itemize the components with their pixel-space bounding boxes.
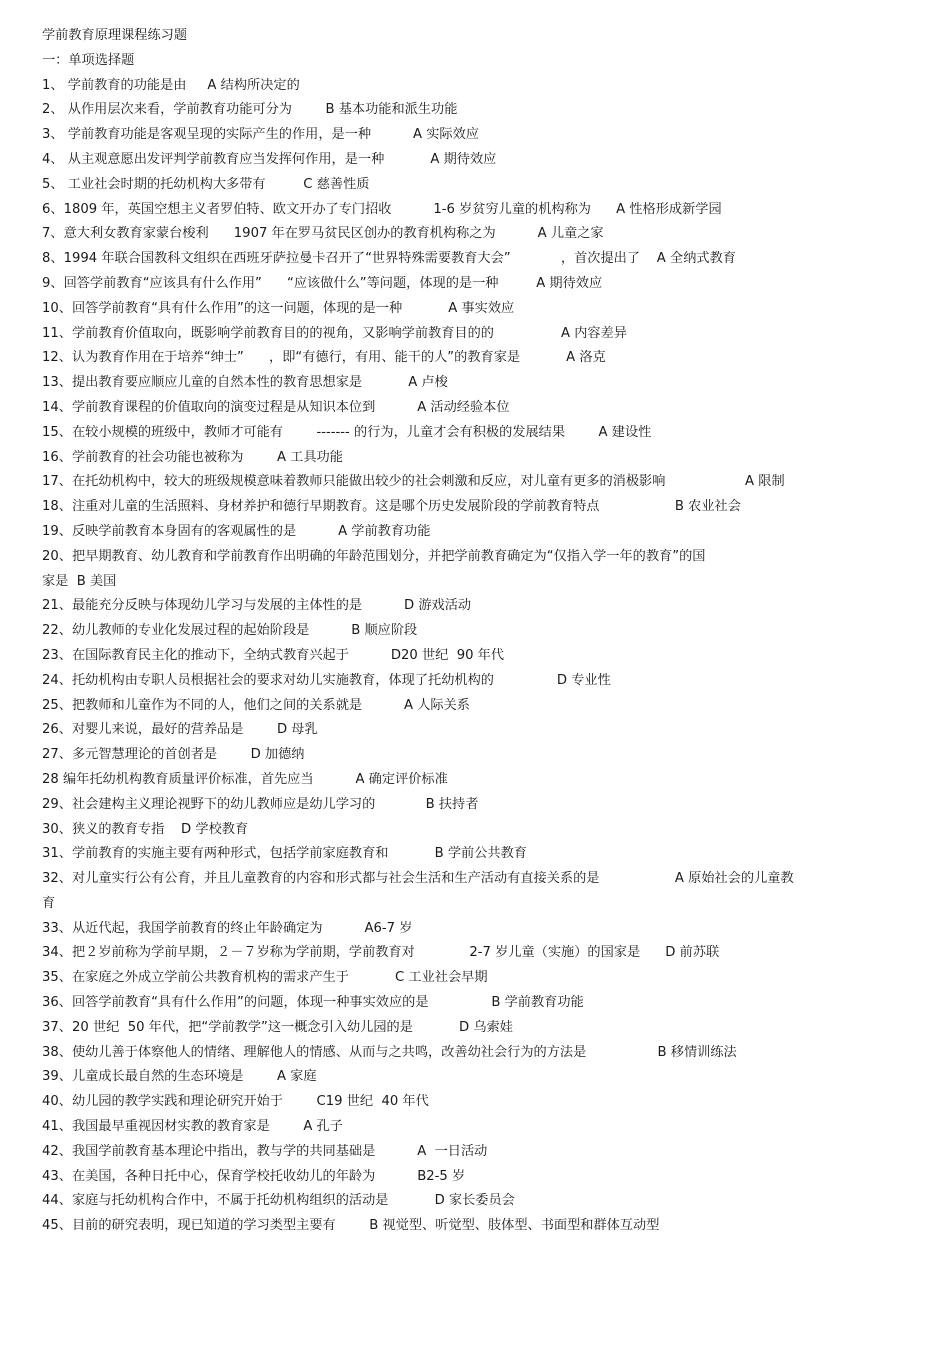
question-item: 15、在较小规模的班级中，教师才可能有 ------- 的行为，儿童才会有积极的发展结果 A 建设性	[42, 424, 652, 440]
question-item: 27、多元智慧理论的首创者是 D 加德纳	[42, 747, 305, 763]
question-item: 44、家庭与托幼机构合作中，不属于托幼机构组织的活动是 D 家长委员会	[42, 1193, 515, 1209]
question-item: 40、幼儿园的教学实践和理论研究开始于 C19 世纪 40 年代	[42, 1094, 429, 1110]
question-item: 5、 工业社会时期的托幼机构大多带有 C 慈善性质	[42, 176, 370, 192]
section-heading: 一：单项选择题	[42, 52, 135, 68]
question-item: 37、20 世纪 50 年代，把“学前教学”这一概念引入幼儿园的是 D 乌索娃	[42, 1019, 513, 1035]
question-item: 26、对婴儿来说，最好的营养品是 D 母乳	[42, 722, 318, 738]
question-item: 45、目前的研究表明，现已知道的学习类型主要有 B 视觉型、听觉型、肢体型、书面型和群体互动型	[42, 1218, 660, 1234]
question-item: 34、把２岁前称为学前早期，２－７岁称为学前期，学前教育对 2-7 岁儿童（实施）的国家是 D 前苏联	[42, 945, 720, 961]
question-item: 2、 从作用层次来看，学前教育功能可分为 B 基本功能和派生功能	[42, 102, 458, 118]
question-item: 21、最能充分反映与体现幼儿学习与发展的主体性的是 D 游戏活动	[42, 598, 472, 614]
document-page	[42, 24, 902, 1239]
question-item: 20、把早期教育、幼儿教育和学前教育作出明确的年龄范围划分，并把学前教育确定为“仅指入学一年的教育”的国 家是 B 美国	[42, 548, 706, 589]
question-item: 38、使幼儿善于体察他人的情绪、理解他人的情感、从而与之共鸣，改善幼社会行为的方法是 B 移情训练法	[42, 1044, 737, 1060]
question-item: 4、 从主观意愿出发评判学前教育应当发挥何作用，是一种 A 期待效应	[42, 151, 497, 167]
question-item: 35、在家庭之外成立学前公共教育机构的需求产生于 C 工业社会早期	[42, 970, 488, 986]
question-item: 32、对儿童实行公有公育，并且儿童教育的内容和形式都与社会生活和生产活动有直接关系的是 A 原始社会的儿童教 育	[42, 871, 794, 911]
question-item: 30、狭义的教育专指 D 学校教育	[42, 821, 249, 837]
question-item: 18、注重对儿童的生活照料、身材养护和德行早期教育。这是哪个历史发展阶段的学前教育特点 B 农业社会	[42, 499, 741, 515]
question-item: 10、回答学前教育“具有什么作用”的这一问题，体现的是一种 A 事实效应	[42, 300, 515, 316]
question-item: 28 编年托幼机构教育质量评价标准，首先应当 A 确定评价标准	[42, 771, 448, 787]
question-item: 6、1809 年，英国空想主义者罗伯特、欧文开办了专门招收 1-6 岁贫穷儿童的机构称为 A 性格形成新学园	[42, 201, 722, 217]
question-item: 11、学前教育价值取向，既影响学前教育目的的视角，又影响学前教育目的的 A 内容差异	[42, 325, 627, 341]
question-item: 41、我国最早重视因材实教的教育家是 A 孔子	[42, 1119, 343, 1135]
question-item: 3、 学前教育功能是客观呈现的实际产生的作用，是一种 A 实际效应	[42, 127, 479, 143]
question-item: 31、学前教育的实施主要有两种形式，包括学前家庭教育和 B 学前公共教育	[42, 846, 527, 862]
question-item: 24、托幼机构由专职人员根据社会的要求对幼儿实施教育，体现了托幼机构的 D 专业性	[42, 672, 611, 688]
question-item: 9、回答学前教育“应该具有什么作用” “应该做什么”等问题，体现的是一种 A 期待效应	[42, 275, 603, 291]
question-item: 7、意大利女教育家蒙台梭利 1907 年在罗马贫民区创办的教育机构称之为 A 儿童之家	[42, 226, 604, 242]
question-item: 36、回答学前教育“具有什么作用”的问题，体现一种事实效应的是 B 学前教育功能	[42, 995, 584, 1011]
question-item: 13、提出教育要应顺应儿童的自然本性的教育思想家是 A 卢梭	[42, 375, 448, 391]
question-item: 39、儿童成长最自然的生态环境是 A 家庭	[42, 1069, 317, 1085]
question-item: 43、在美国，各种日托中心，保育学校托收幼儿的年龄为 B2-5 岁	[42, 1168, 466, 1184]
document-title: 学前教育原理课程练习题	[42, 28, 188, 43]
question-item: 42、我国学前教育基本理论中指出，教与学的共同基础是 A 一日活动	[42, 1143, 488, 1159]
question-item: 16、学前教育的社会功能也被称为 A 工具功能	[42, 449, 343, 465]
question-item: 8、1994 年联合国教科文组织在西班牙萨拉曼卡召开了“世界特殊需要教育大会” ，首次提出了 A 全纳式教育	[42, 251, 736, 267]
question-item: 14、学前教育课程的价值取向的演变过程是从知识本位到 A 活动经验本位	[42, 399, 510, 415]
question-item: 25、把教师和儿童作为不同的人，他们之间的关系就是 A 人际关系	[42, 697, 470, 713]
question-item: 29、社会建构主义理论视野下的幼儿教师应是幼儿学习的 B 扶持者	[42, 796, 479, 812]
question-item: 33、从近代起，我国学前教育的终止年龄确定为 A6-7 岁	[42, 920, 413, 936]
question-item: 1、 学前教育的功能是由 A 结构所决定的	[42, 77, 300, 93]
question-list	[42, 74, 902, 1239]
question-item: 12、认为教育作用在于培养“绅士” ，即“有德行，有用、能干的人”的教育家是 A 洛克	[42, 350, 606, 366]
question-item: 17、在托幼机构中，较大的班级规模意味着教师只能做出较少的社会刺激和反应，对儿童有更多的消极影响 A 限制	[42, 474, 785, 490]
question-item: 23、在国际教育民主化的推动下，全纳式教育兴起于 D20 世纪 90 年代	[42, 647, 505, 663]
question-item: 22、幼儿教师的专业化发展过程的起始阶段是 B 顺应阶段	[42, 623, 418, 639]
question-item: 19、反映学前教育本身固有的客观属性的是 A 学前教育功能	[42, 523, 431, 539]
